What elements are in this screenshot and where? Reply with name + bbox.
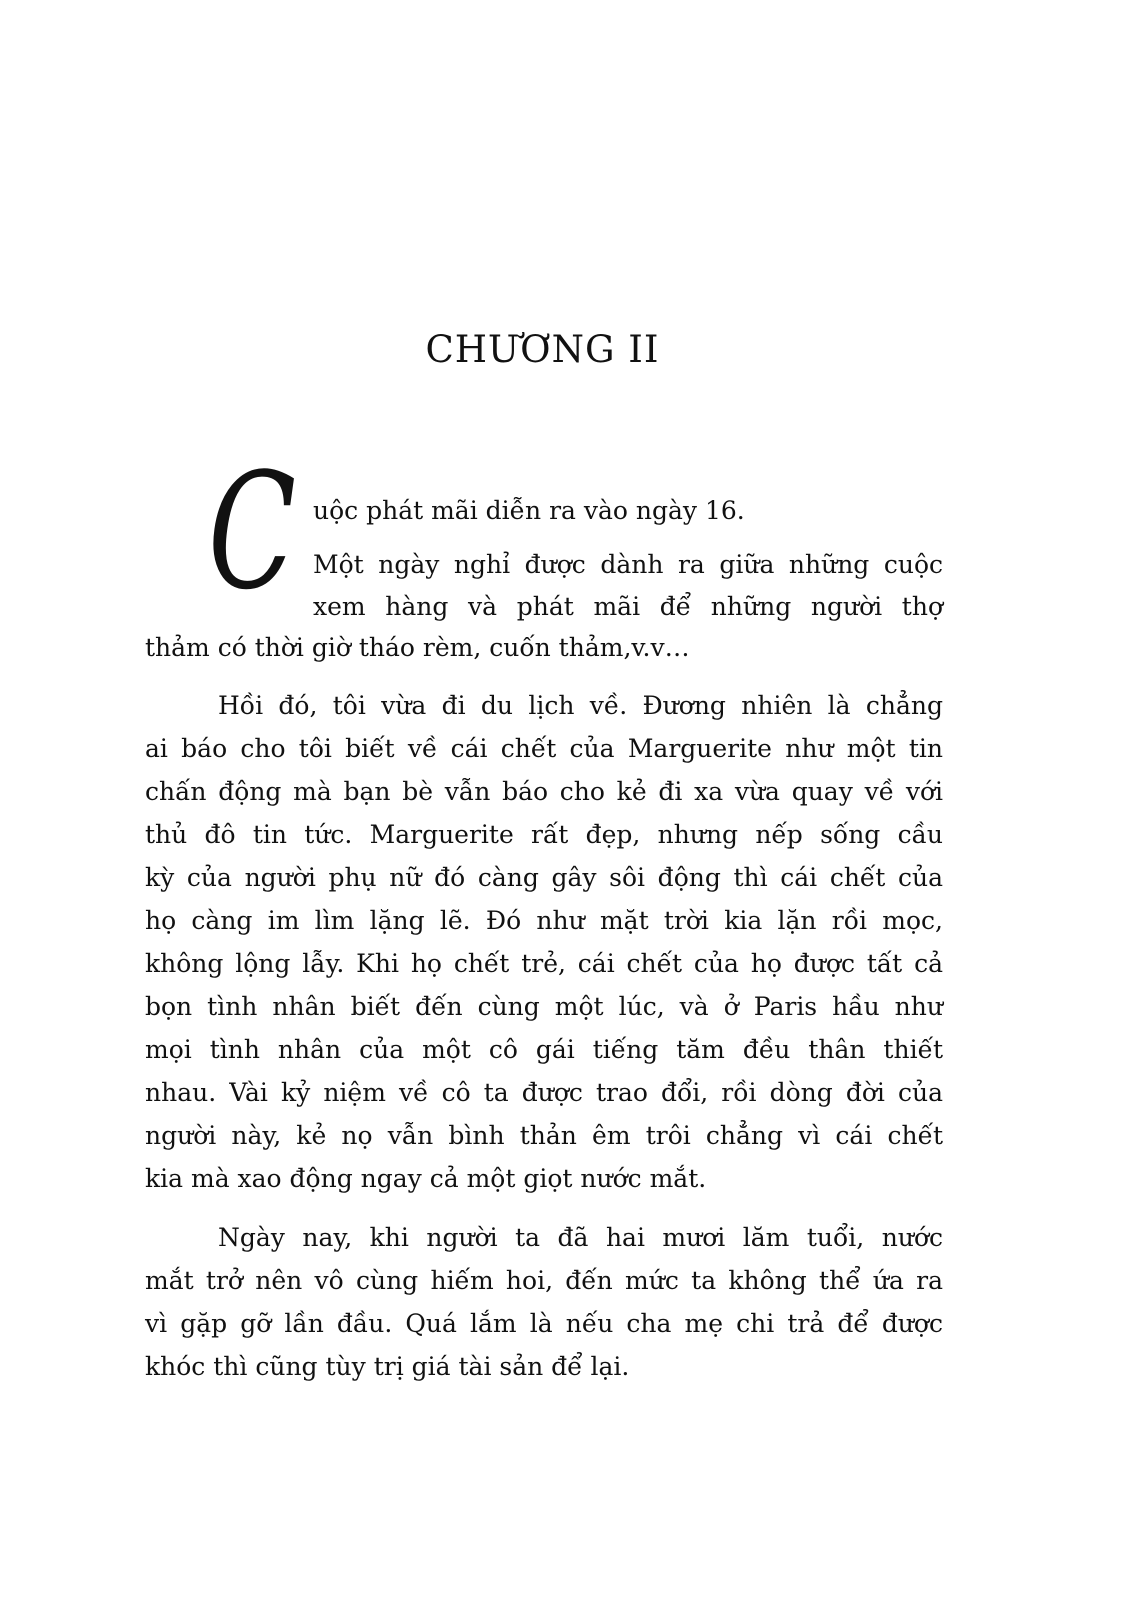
text-line: xem hàng và phát mãi để những người thợ xyxy=(313,592,943,621)
text-line: khóc thì cũng tùy trị giá tài sản để lại. xyxy=(145,1352,630,1381)
text-line: mắt trở nên vô cùng hiếm hoi, đến mức ta không thể ứa ra xyxy=(145,1266,943,1295)
text-line: Ngày nay, khi người ta đã hai mươi lăm tuổi, nước xyxy=(218,1223,943,1252)
text-line: Một ngày nghỉ được dành ra giữa những cuộc xyxy=(313,550,943,579)
text-line: kia mà xao động ngay cả một giọt nước mắt. xyxy=(145,1164,707,1193)
text-line: kỳ của người phụ nữ đó càng gây sôi động thì cái chết của xyxy=(145,863,943,892)
text-line: người này, kẻ nọ vẫn bình thản êm trôi chẳng vì cái chết xyxy=(145,1121,943,1150)
text-line: nhau. Vài kỷ niệm về cô ta được trao đổi, rồi dòng đời của xyxy=(145,1078,943,1107)
text-line: thủ đô tin tức. Marguerite rất đẹp, nhưng nếp sống cầu xyxy=(145,820,943,849)
text-line: uộc phát mãi diễn ra vào ngày 16. xyxy=(313,496,745,525)
text-line: mọi tình nhân của một cô gái tiếng tăm đều thân thiết xyxy=(145,1035,943,1064)
text-line: chấn động mà bạn bè vẫn báo cho kẻ đi xa vừa quay về với xyxy=(145,777,943,806)
text-line: vì gặp gỡ lần đầu. Quá lắm là nếu cha mẹ chi trả để được xyxy=(145,1309,943,1338)
text-line: không lộng lẫy. Khi họ chết trẻ, cái chết của họ được tất cả xyxy=(145,949,943,978)
text-line: Hồi đó, tôi vừa đi du lịch về. Đương nhiên là chẳng xyxy=(218,691,943,720)
text-line: ai báo cho tôi biết về cái chết của Marguerite như một tin xyxy=(145,734,943,763)
text-line: bọn tình nhân biết đến cùng một lúc, và ở Paris hầu như xyxy=(145,992,943,1021)
text-line: họ càng im lìm lặng lẽ. Đó như mặt trời kia lặn rồi mọc, xyxy=(145,906,943,935)
chapter-title: CHƯƠNG II xyxy=(425,328,660,371)
drop-cap: C xyxy=(208,438,297,625)
text-line: thảm có thời giờ tháo rèm, cuốn thảm,v.v… xyxy=(145,633,690,662)
